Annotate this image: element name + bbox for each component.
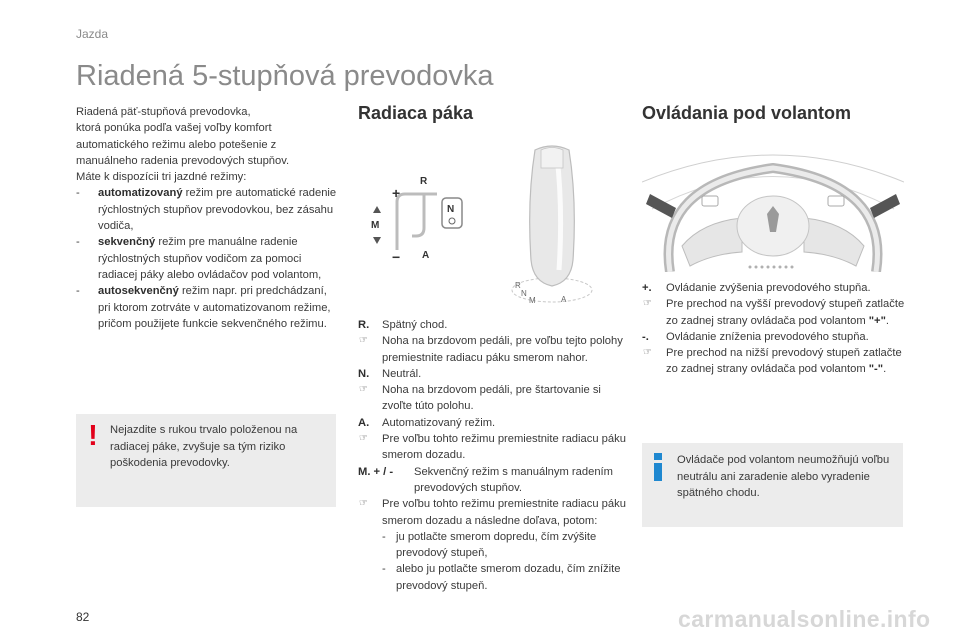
gear-lever-illustration <box>505 140 600 310</box>
lever-heading: Radiaca páka <box>358 103 474 123</box>
item-key: +. <box>642 282 652 294</box>
wheel-heading: Ovládania pod volantom <box>642 103 852 123</box>
wheel-spoke-right <box>804 218 864 266</box>
lever-subitem <box>358 529 628 562</box>
info-icon <box>654 453 662 481</box>
wheel-button <box>702 196 718 206</box>
lever-mode-item <box>358 464 628 497</box>
dash: - <box>76 285 80 298</box>
wheel-button <box>828 196 844 206</box>
lever-item <box>358 317 628 333</box>
item-key: R. <box>358 319 370 331</box>
info-text: Ovládače pod volantom neumožňujú voľbu neutrálu ani zaradenie alebo vyradenie spätného chodu. <box>677 454 890 499</box>
warning-icon: ! <box>88 420 98 452</box>
item-end: . <box>885 314 890 327</box>
warning-text: Nejazdite s rukou trvalo položenou na radiacej páke, zvyšuje sa tým riziko poškodenia prevodovky. <box>110 424 298 469</box>
intro-line: manuálneho radenia prevodových stupňov. <box>76 154 290 167</box>
knob-letter-m: M <box>529 296 536 305</box>
item-text: Ovládanie zvýšenia prevodového stupňa. <box>666 282 871 294</box>
arrow-down-icon <box>373 237 381 244</box>
item-key: M. + / - <box>358 465 394 478</box>
steering-wheel-illustration <box>642 134 904 272</box>
mode-text: režim pre automatické radenie rýchlostných stupňov prevodovkou, bez zásahu vodiča, <box>98 187 337 233</box>
wheel-item <box>642 280 907 296</box>
dash: - <box>76 187 80 200</box>
mode-text: režim pre manuálne radenie rýchlostných stupňov vodičom za pomoci radiacej páky alebo ovládačov pod volantom, <box>98 236 322 281</box>
wheel-item <box>642 329 907 345</box>
page-number: 82 <box>76 610 90 624</box>
item-text: Spätný chod. <box>382 319 448 331</box>
plus-label: + <box>392 185 401 201</box>
item-text: Sekvenčný režim s manuálnym radením prevodových stupňov. <box>414 465 613 494</box>
item-end: . <box>883 363 887 376</box>
mode-item <box>76 185 341 234</box>
lever-item <box>358 431 628 464</box>
mode-item <box>76 234 341 283</box>
mode-name: automatizovaný <box>98 187 183 200</box>
gate-label-n: N <box>447 204 455 215</box>
pointer-icon: ☞ <box>643 347 652 359</box>
gate-label-a: A <box>422 250 430 261</box>
warning-box <box>76 414 336 507</box>
item-text: Pre voľbu tohto režimu premiestnite radiacu páku smerom dozadu. <box>382 433 626 462</box>
item-bold: "+" <box>868 314 886 327</box>
paddle-shifter-right <box>870 194 900 218</box>
arrow-up-icon <box>373 206 381 213</box>
knob-top <box>541 148 563 169</box>
lever-item <box>358 382 628 415</box>
mode-text: režim napr. pri predchádzaní, pri ktorom zotrváte v automatizovanom režime, pričom použijete funkcie sekvenčného režimu. <box>98 285 331 330</box>
wheel-item <box>642 345 907 378</box>
knob-letter-n: N <box>521 289 527 298</box>
subitem-text: ju potlačte smerom dopredu, čím zvýšite prevodový stupeň, <box>396 530 597 560</box>
mode-item <box>76 283 341 332</box>
mode-name: autosekvenčný <box>98 285 179 298</box>
knob-letter-r: R <box>515 281 521 290</box>
page-title: Riadená 5-stupňová prevodovka <box>76 60 494 92</box>
item-text: Noha na brzdovom pedáli, pre voľbu tejto polohy premiestnite radiacu páku smerom nahor. <box>382 335 623 364</box>
dash: - <box>382 563 386 576</box>
item-text: Pre prechod na vyšší prevodový stupeň zatlačte zo zadnej strany ovládača pod volantom <box>666 298 905 327</box>
item-text: Noha na brzdovom pedáli, pre štartovanie si zvoľte túto polohu. <box>382 384 601 413</box>
subitem-text: alebo ju potlačte smerom dozadu, čím znížite prevodový stupeň. <box>396 563 621 592</box>
gate-label-m: M <box>371 220 380 231</box>
intro-line: ktorá ponúka podľa vašej voľby komfort <box>76 122 272 135</box>
gate-diagram <box>362 170 472 270</box>
item-text: Automatizovaný režim. <box>382 416 496 429</box>
gate-path <box>397 194 424 250</box>
lever-item <box>358 415 628 431</box>
intro-line: Máte k dispozícii tri jazdné režimy: <box>76 171 247 184</box>
pointer-icon: ☞ <box>359 498 368 510</box>
lever-instructions <box>358 317 628 594</box>
dash: - <box>76 236 80 249</box>
pointer-icon: ☞ <box>359 433 368 445</box>
watermark: carmanualsonline.info <box>678 606 931 632</box>
mode-name: sekvenčný <box>98 236 156 249</box>
item-key: N. <box>358 367 370 380</box>
wheel-spoke-left <box>682 218 742 266</box>
pointer-icon: ☞ <box>359 384 368 396</box>
lever-item <box>358 366 628 382</box>
info-box <box>642 443 903 527</box>
lever-item <box>358 333 628 366</box>
wheel-instructions <box>642 280 907 378</box>
wheel-item <box>642 296 907 329</box>
dash: - <box>382 530 386 543</box>
item-key: A. <box>358 416 370 429</box>
dashboard-indicators <box>749 266 794 269</box>
item-bold: "-" <box>868 363 884 376</box>
intro-line: Riadená päť-stupňová prevodovka, <box>76 106 251 118</box>
item-text: Pre voľbu tohto režimu premiestnite radiacu páku smerom dozadu a následne doľava, potom: <box>382 498 626 527</box>
knob-letter-a: A <box>561 295 567 304</box>
item-text: Neutrál. <box>382 367 422 380</box>
item-text: Pre prechod na nižší prevodový stupeň zatlačte zo zadnej strany ovládača pod volantom <box>666 347 902 376</box>
pointer-icon: ☞ <box>359 335 368 347</box>
intro-column <box>76 104 341 332</box>
intro-line: automatického režimu alebo potešenie z <box>76 138 277 151</box>
pointer-icon: ☞ <box>643 298 652 310</box>
item-text: Ovládanie zníženia prevodového stupňa. <box>666 330 869 343</box>
minus-label: − <box>392 249 401 265</box>
paddle-shifter-left <box>646 194 676 218</box>
lever-subitem <box>358 561 628 594</box>
gate-label-r: R <box>420 176 428 187</box>
lever-item <box>358 496 628 529</box>
item-key: -. <box>642 330 649 343</box>
section-label: Jazda <box>76 27 109 41</box>
